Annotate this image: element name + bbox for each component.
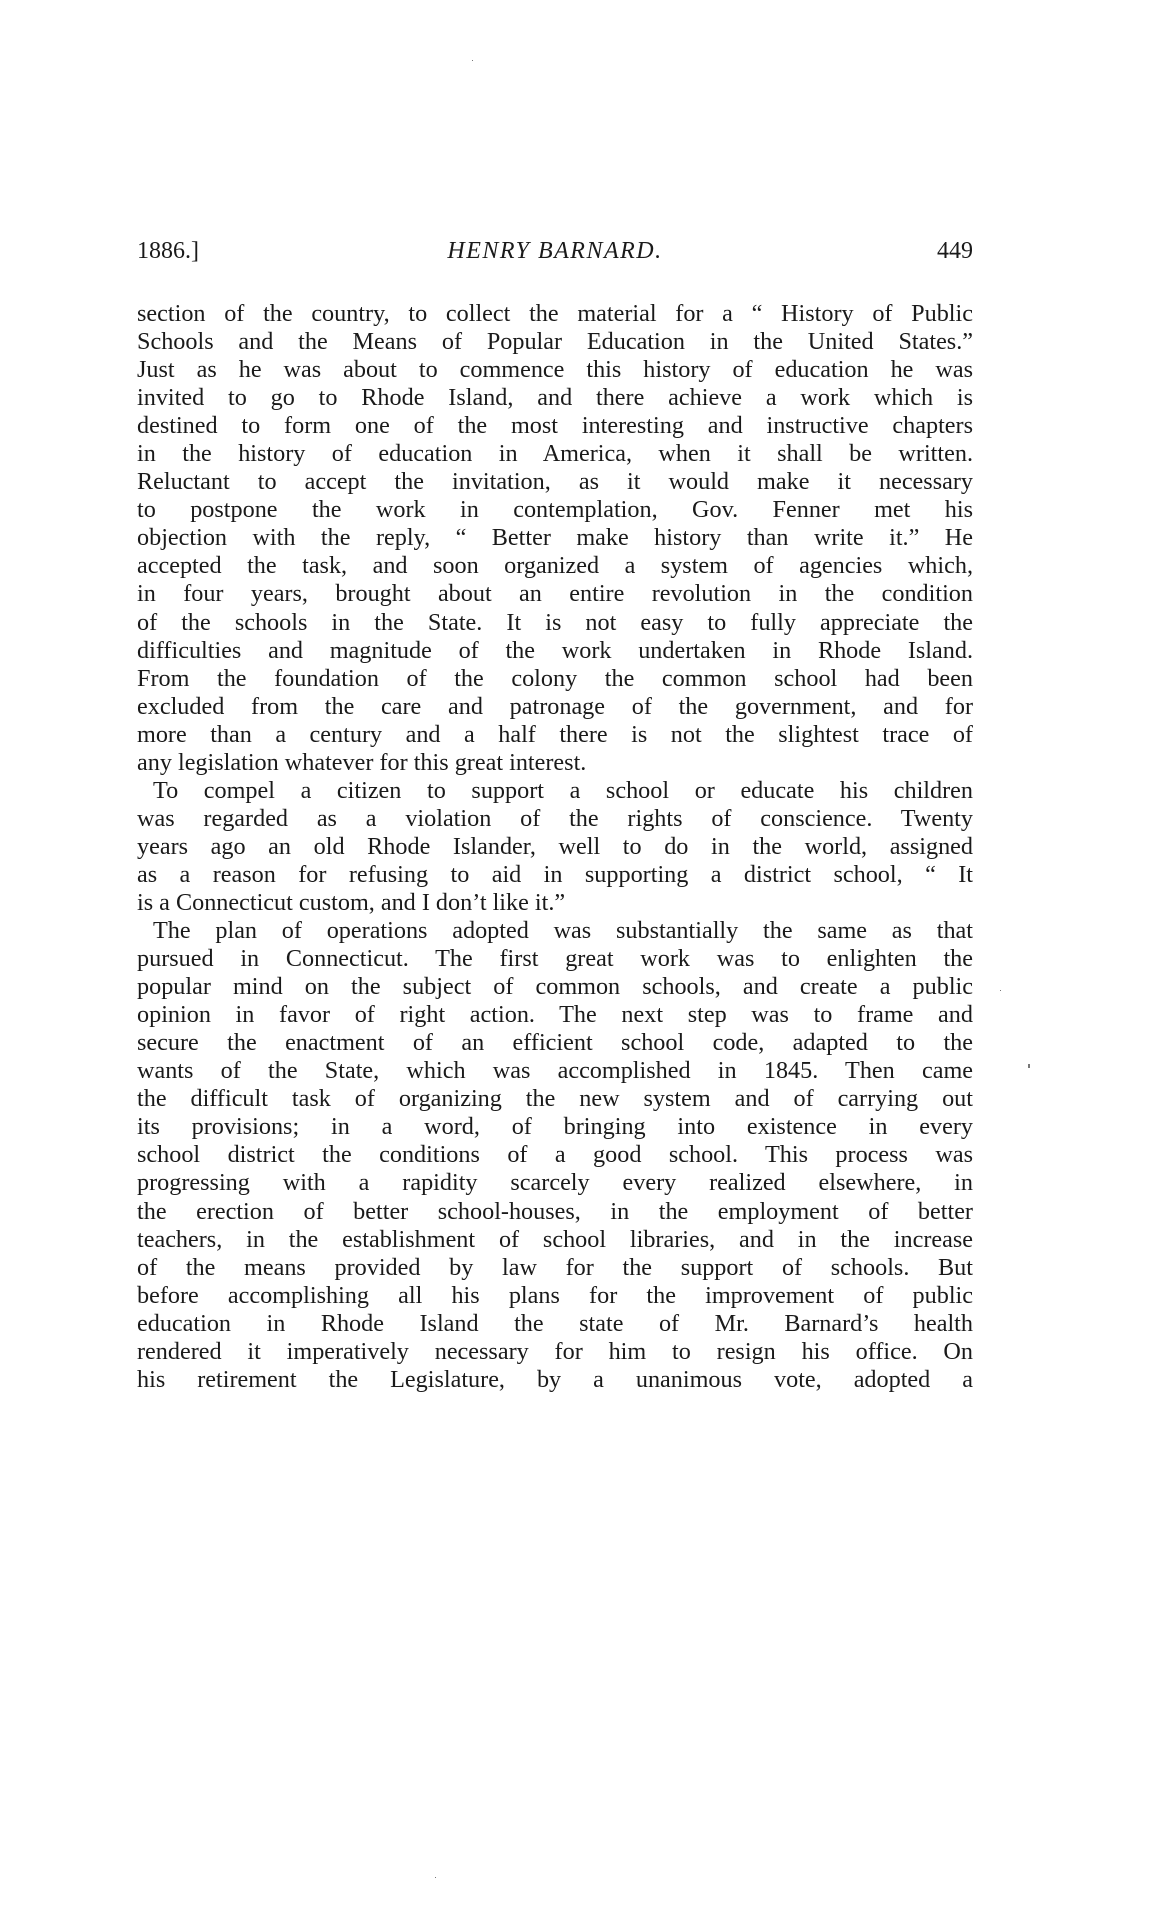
text-line: Just as he was about to commence this history of education he was: [137, 356, 973, 384]
text-line: objection with the reply, “ Better make history than write it.” He: [137, 524, 973, 552]
text-line: education in Rhode Island the state of Mr. Barnard’s health: [137, 1309, 973, 1337]
running-head: [137, 236, 973, 266]
text-line: as a reason for refusing to aid in supporting a district school, “ It: [137, 860, 973, 888]
running-head-year: 1886.]: [137, 238, 199, 264]
text-line: Reluctant to accept the invitation, as it would make it necessary: [137, 468, 973, 496]
text-line: secure the enactment of an efficient school code, adapted to the: [137, 1029, 973, 1057]
text-line: of the schools in the State. It is not easy to fully appreciate the: [137, 608, 973, 636]
text-line: wants of the State, which was accomplished in 1845. Then came: [137, 1057, 973, 1085]
scan-speck: [1000, 990, 1001, 991]
paragraph-2: [137, 777, 973, 917]
paragraph-1: [137, 300, 973, 777]
text-line: was regarded as a violation of the rights of conscience. Twenty: [137, 804, 973, 832]
running-head-title: HENRY BARNARD.: [447, 238, 663, 264]
text-line: rendered it imperatively necessary for him to resign his office. On: [137, 1337, 973, 1365]
text-line: in the history of education in America, when it shall be written.: [137, 440, 973, 468]
text-line: popular mind on the subject of common schools, and create a public: [137, 973, 973, 1001]
text-line: invited to go to Rhode Island, and there achieve a work which is: [137, 384, 973, 412]
text-line: the difficult task of organizing the new system and of carrying out: [137, 1085, 973, 1113]
body-text: [137, 300, 973, 1394]
text-line: opinion in favor of right action. The next step was to frame and: [137, 1001, 973, 1029]
text-line: accepted the task, and soon organized a system of agencies which,: [137, 552, 973, 580]
text-line: its provisions; in a word, of bringing into existence in every: [137, 1113, 973, 1141]
text-line: his retirement the Legislature, by a unanimous vote, adopted a: [137, 1365, 973, 1393]
text-line: excluded from the care and patronage of the government, and for: [137, 692, 973, 720]
page-number: 449: [937, 238, 973, 264]
scan-speck: [1028, 1064, 1030, 1068]
text-line: teachers, in the establishment of school libraries, and in the increase: [137, 1225, 973, 1253]
text-line: any legislation whatever for this great interest.: [137, 748, 587, 776]
text-line: Schools and the Means of Popular Education in the United States.”: [137, 328, 973, 356]
scan-speck: [435, 1877, 436, 1878]
text-line: school district the conditions of a good school. This process was: [137, 1141, 973, 1169]
text-line: is a Connecticut custom, and I don’t like it.”: [137, 888, 566, 916]
text-line: more than a century and a half there is not the slightest trace of: [137, 720, 973, 748]
text-line: progressing with a rapidity scarcely every realized elsewhere, in: [137, 1169, 973, 1197]
text-line: difficulties and magnitude of the work undertaken in Rhode Island.: [137, 636, 973, 664]
text-line: years ago an old Rhode Islander, well to do in the world, assigned: [137, 832, 973, 860]
scan-speck: [472, 60, 473, 61]
text-line: section of the country, to collect the material for a “ History of Public: [137, 300, 973, 327]
text-line: the erection of better school-houses, in the employment of better: [137, 1197, 973, 1225]
paragraph-3: [137, 917, 973, 1394]
text-line: The plan of operations adopted was substantially the same as that: [153, 917, 973, 945]
text-line: destined to form one of the most interesting and instructive chapters: [137, 412, 973, 440]
text-line: to postpone the work in contemplation, Gov. Fenner met his: [137, 496, 973, 524]
text-line: To compel a citizen to support a school or educate his children: [153, 776, 973, 804]
text-line: of the means provided by law for the support of schools. But: [137, 1253, 973, 1281]
text-line: in four years, brought about an entire revolution in the condition: [137, 580, 973, 608]
text-line: From the foundation of the colony the common school had been: [137, 664, 973, 692]
text-line: before accomplishing all his plans for the improvement of public: [137, 1281, 973, 1309]
text-line: pursued in Connecticut. The first great work was to enlighten the: [137, 945, 973, 973]
